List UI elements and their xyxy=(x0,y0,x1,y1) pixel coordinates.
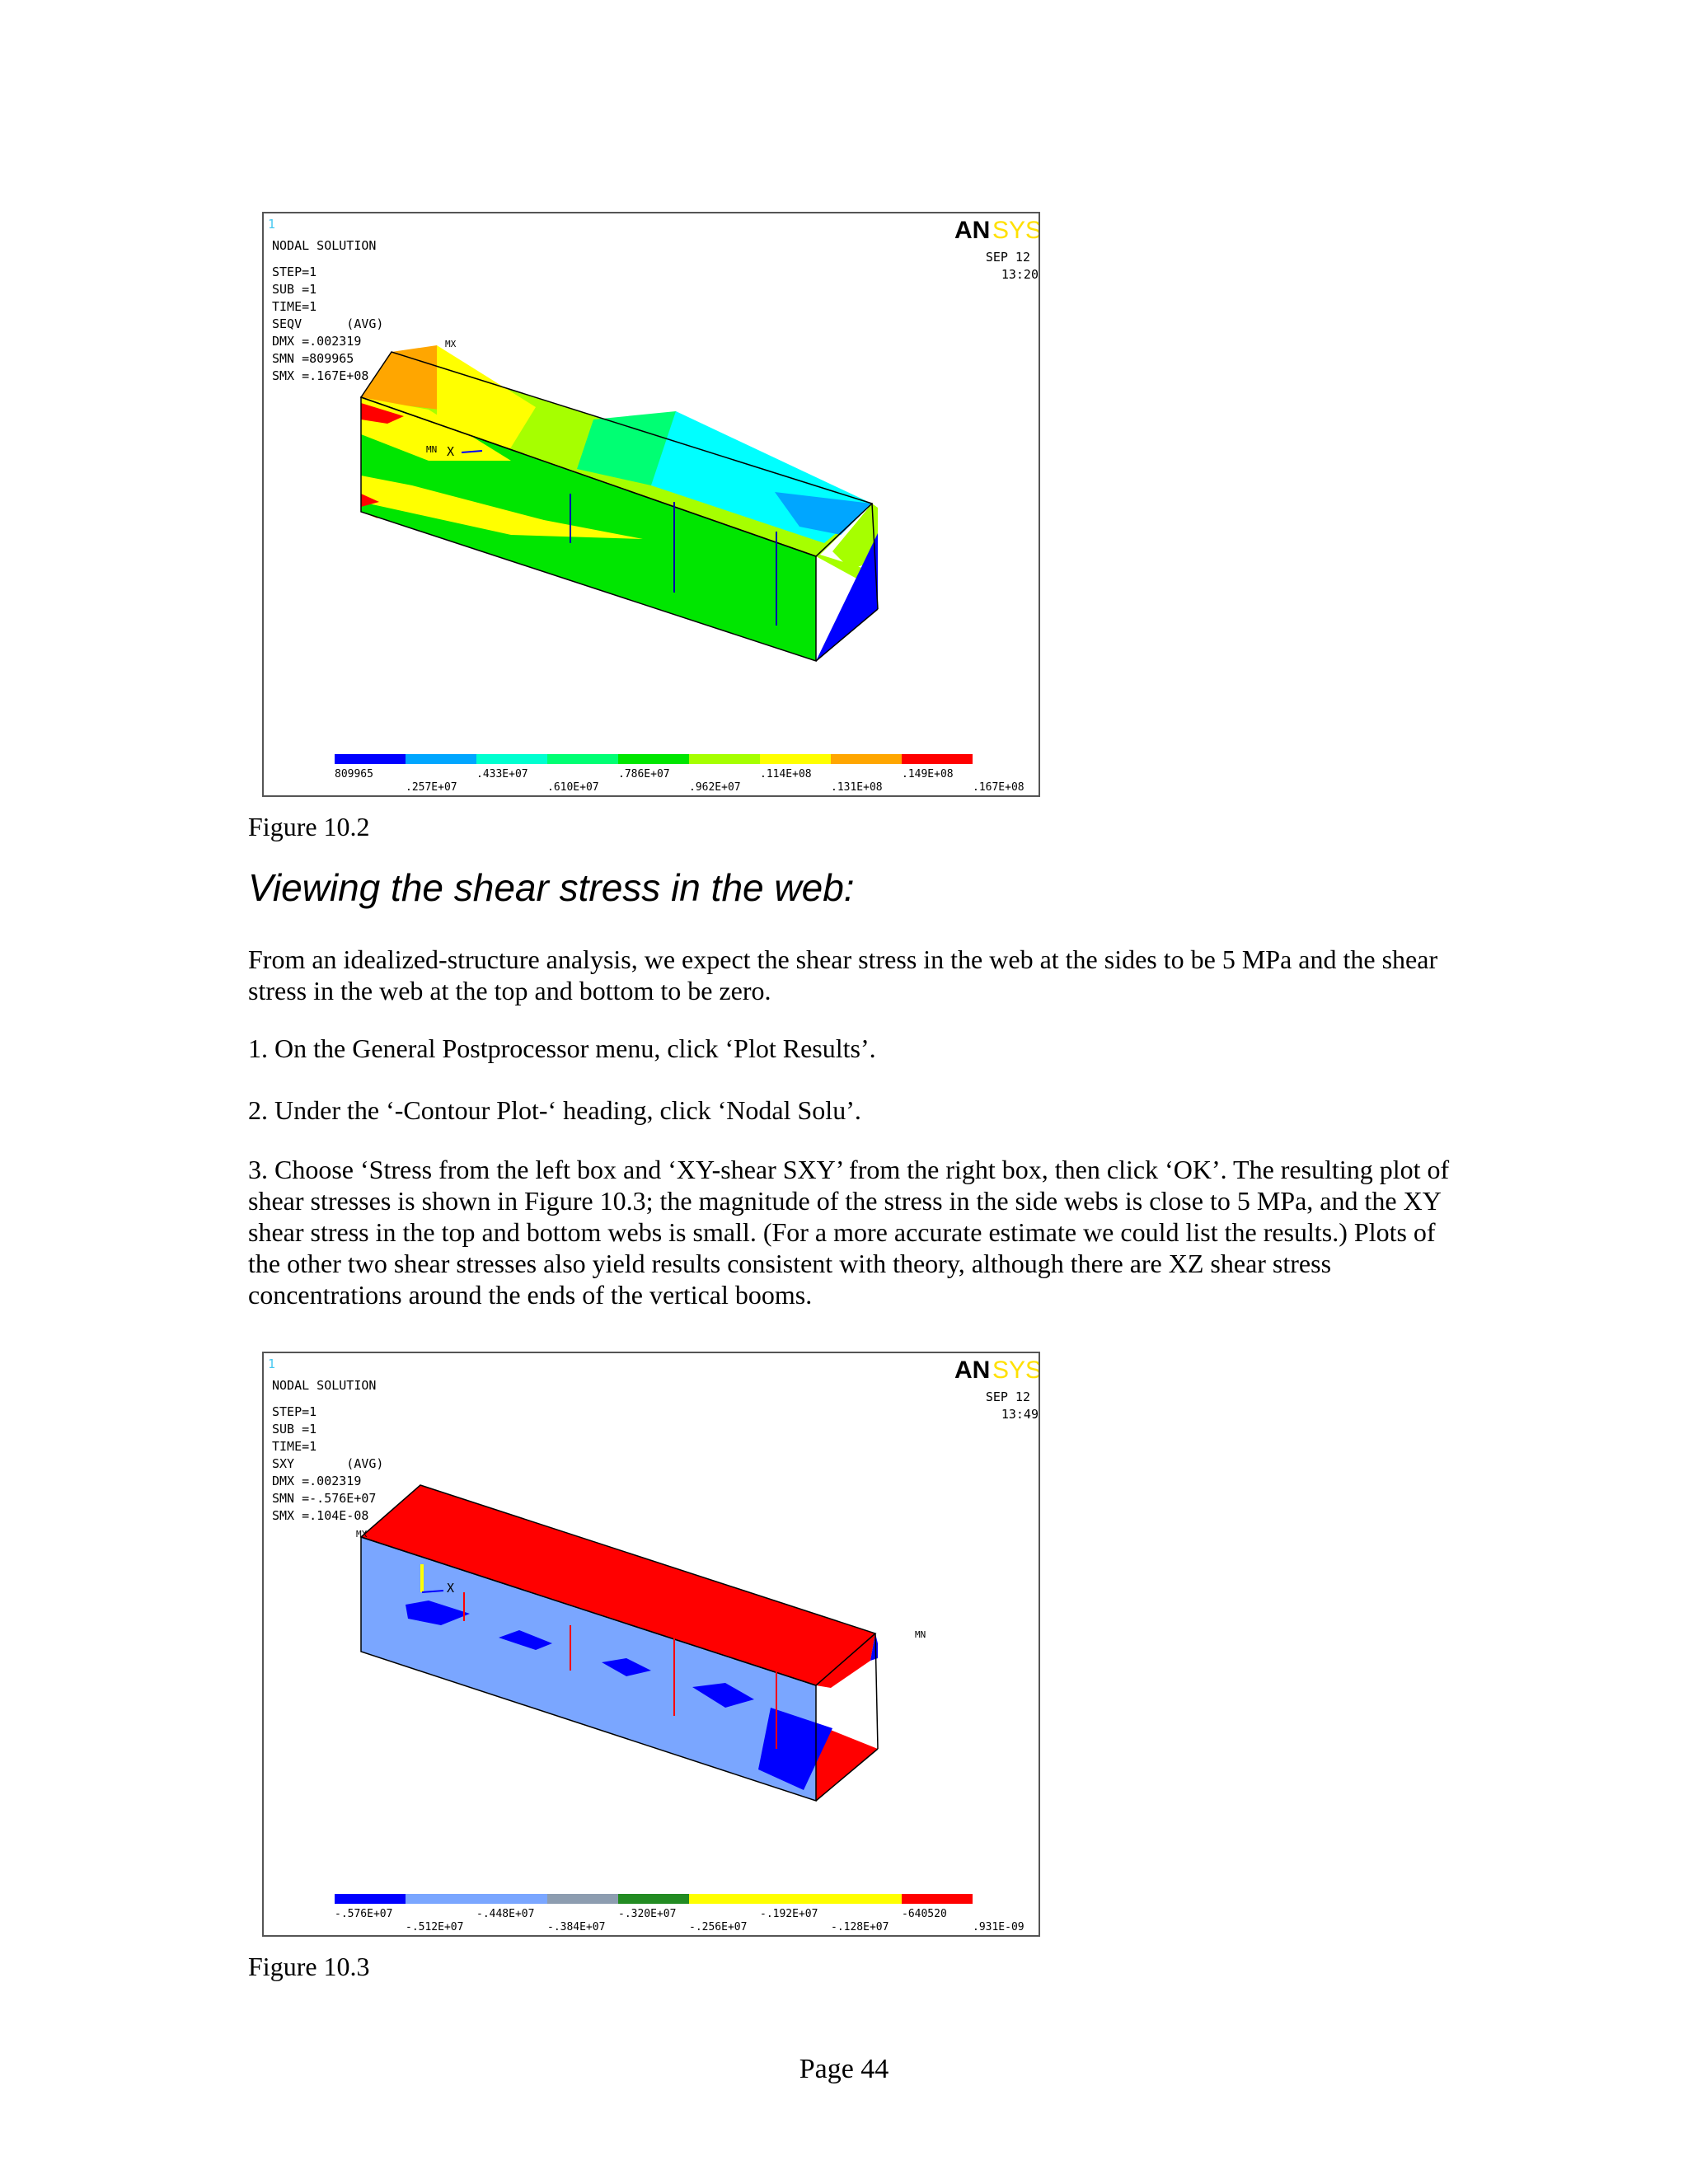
legend-label: .257E+07 xyxy=(406,781,457,794)
color-legend xyxy=(335,754,973,764)
info-line: STEP=1 xyxy=(272,265,317,279)
beam-model xyxy=(356,1485,926,1801)
figure-caption: Figure 10.3 xyxy=(248,1952,370,1981)
legend-label: -.576E+07 xyxy=(335,1908,393,1920)
sxy-contour-plot xyxy=(264,1353,1040,1937)
legend-swatch xyxy=(406,1894,547,1904)
info-line: DMX =.002319 xyxy=(272,334,362,349)
legend-swatch xyxy=(406,754,476,764)
plot-time: 13:49 xyxy=(1001,1407,1039,1422)
window-number: 1 xyxy=(268,1357,276,1371)
max-marker: MX xyxy=(356,1529,368,1540)
legend-label: -.128E+07 xyxy=(831,1921,889,1933)
legend-swatch xyxy=(547,1894,618,1904)
step-2: 2. Under the ‘-Contour Plot-‘ heading, click ‘Nodal Solu’. xyxy=(248,1095,861,1125)
figure-caption: Figure 10.2 xyxy=(248,812,370,841)
section-heading: Viewing the shear stress in the web: xyxy=(248,866,855,909)
legend-label: -.320E+07 xyxy=(618,1908,677,1920)
ansys-logo xyxy=(954,1357,1040,1384)
legend-label: .962E+07 xyxy=(689,781,741,794)
legend-label: 809965 xyxy=(335,768,373,780)
figure-10-2-plot xyxy=(262,212,1040,797)
beam-model xyxy=(361,339,878,661)
info-line: SUB =1 xyxy=(272,282,317,297)
legend-swatch xyxy=(760,754,831,764)
legend-labels xyxy=(335,1908,1025,1933)
legend-label: -640520 xyxy=(902,1908,947,1920)
info-line: TIME=1 xyxy=(272,299,317,314)
logo-dark-text: AN xyxy=(954,1357,991,1384)
plot-date: SEP 12 xyxy=(985,1390,1030,1404)
plot-date: SEP 12 xyxy=(985,250,1030,265)
legend-swatch xyxy=(689,754,760,764)
intro-paragraph: From an idealized-structure analysis, we expect the shear stress in the web at the sides to be 5 MPa and the shear stress in the web at the top and bottom to be zero. xyxy=(248,944,1438,1005)
legend-label: -.448E+07 xyxy=(476,1908,535,1920)
axis-x-label: X xyxy=(447,1581,455,1596)
logo-light-text: SYS xyxy=(992,217,1042,244)
legend-swatch xyxy=(476,754,547,764)
logo-dark-text: AN xyxy=(954,217,991,244)
info-line: SEQV (AVG) xyxy=(272,316,384,331)
color-legend xyxy=(335,1894,973,1904)
legend-label: -.384E+07 xyxy=(547,1921,606,1933)
page-number: Page 44 xyxy=(799,2054,889,2084)
info-line: STEP=1 xyxy=(272,1404,317,1419)
figure-10-3-plot xyxy=(262,1352,1040,1937)
info-block xyxy=(272,238,383,383)
legend-label: .131E+08 xyxy=(831,781,883,794)
legend-label: .149E+08 xyxy=(902,768,954,780)
axis-x-label: X xyxy=(447,444,455,459)
legend-swatch xyxy=(831,754,902,764)
legend-label: .167E+08 xyxy=(973,781,1025,794)
max-marker: MX xyxy=(445,339,457,349)
min-marker: MN xyxy=(426,444,438,455)
legend-label: .610E+07 xyxy=(547,781,599,794)
info-line: SMX =.104E-08 xyxy=(272,1508,369,1523)
min-marker: MN xyxy=(915,1629,926,1640)
step-3: 3. Choose ‘Stress from the left box and ‘XY-shear SXY’ from the right box, then click ‘OK’. The resulting plot of shear stresses is shown in Figure 10.3; the magnitude of the stress in the side webs is close to 5 MPa, and the XY shear stress in the top and bottom webs is small. (For a more accurate estimate we could list the results.) Plots of the other two shear stresses also yield results consistent with theory, although there are XZ shear stress concentrations around the ends of the vertical booms. xyxy=(248,1155,1450,1310)
legend-label: -.192E+07 xyxy=(760,1908,818,1920)
legend-swatch xyxy=(335,754,406,764)
legend-label: -.512E+07 xyxy=(406,1921,464,1933)
logo-light-text: SYS xyxy=(992,1357,1042,1384)
legend-label: .433E+07 xyxy=(476,768,528,780)
legend-label: .786E+07 xyxy=(618,768,670,780)
seqv-contour-plot xyxy=(264,213,1040,797)
info-line: SMX =.167E+08 xyxy=(272,368,369,383)
legend-swatch xyxy=(335,1894,406,1904)
plot-time: 13:20 xyxy=(1001,267,1039,282)
legend-label: -.256E+07 xyxy=(689,1921,748,1933)
legend-labels xyxy=(335,768,1025,794)
legend-swatch xyxy=(689,1894,760,1904)
legend-swatch xyxy=(618,754,689,764)
legend-label: .931E-09 xyxy=(973,1921,1025,1933)
info-line: TIME=1 xyxy=(272,1439,317,1454)
info-block xyxy=(272,1378,383,1523)
info-line: SMN =-.576E+07 xyxy=(272,1491,377,1506)
legend-swatch xyxy=(760,1894,902,1904)
step-1: 1. On the General Postprocessor menu, click ‘Plot Results’. xyxy=(248,1033,876,1063)
info-line: NODAL SOLUTION xyxy=(272,238,377,253)
legend-swatch xyxy=(547,754,618,764)
legend-swatch xyxy=(618,1894,689,1904)
info-line: SUB =1 xyxy=(272,1422,317,1436)
info-line: SXY (AVG) xyxy=(272,1456,384,1471)
window-number: 1 xyxy=(268,217,276,232)
legend-swatch xyxy=(902,754,973,764)
info-line: NODAL SOLUTION xyxy=(272,1378,377,1393)
ansys-logo xyxy=(954,217,1040,244)
legend-label: .114E+08 xyxy=(760,768,812,780)
info-line: DMX =.002319 xyxy=(272,1474,362,1488)
info-line: SMN =809965 xyxy=(272,351,354,366)
legend-swatch xyxy=(902,1894,973,1904)
